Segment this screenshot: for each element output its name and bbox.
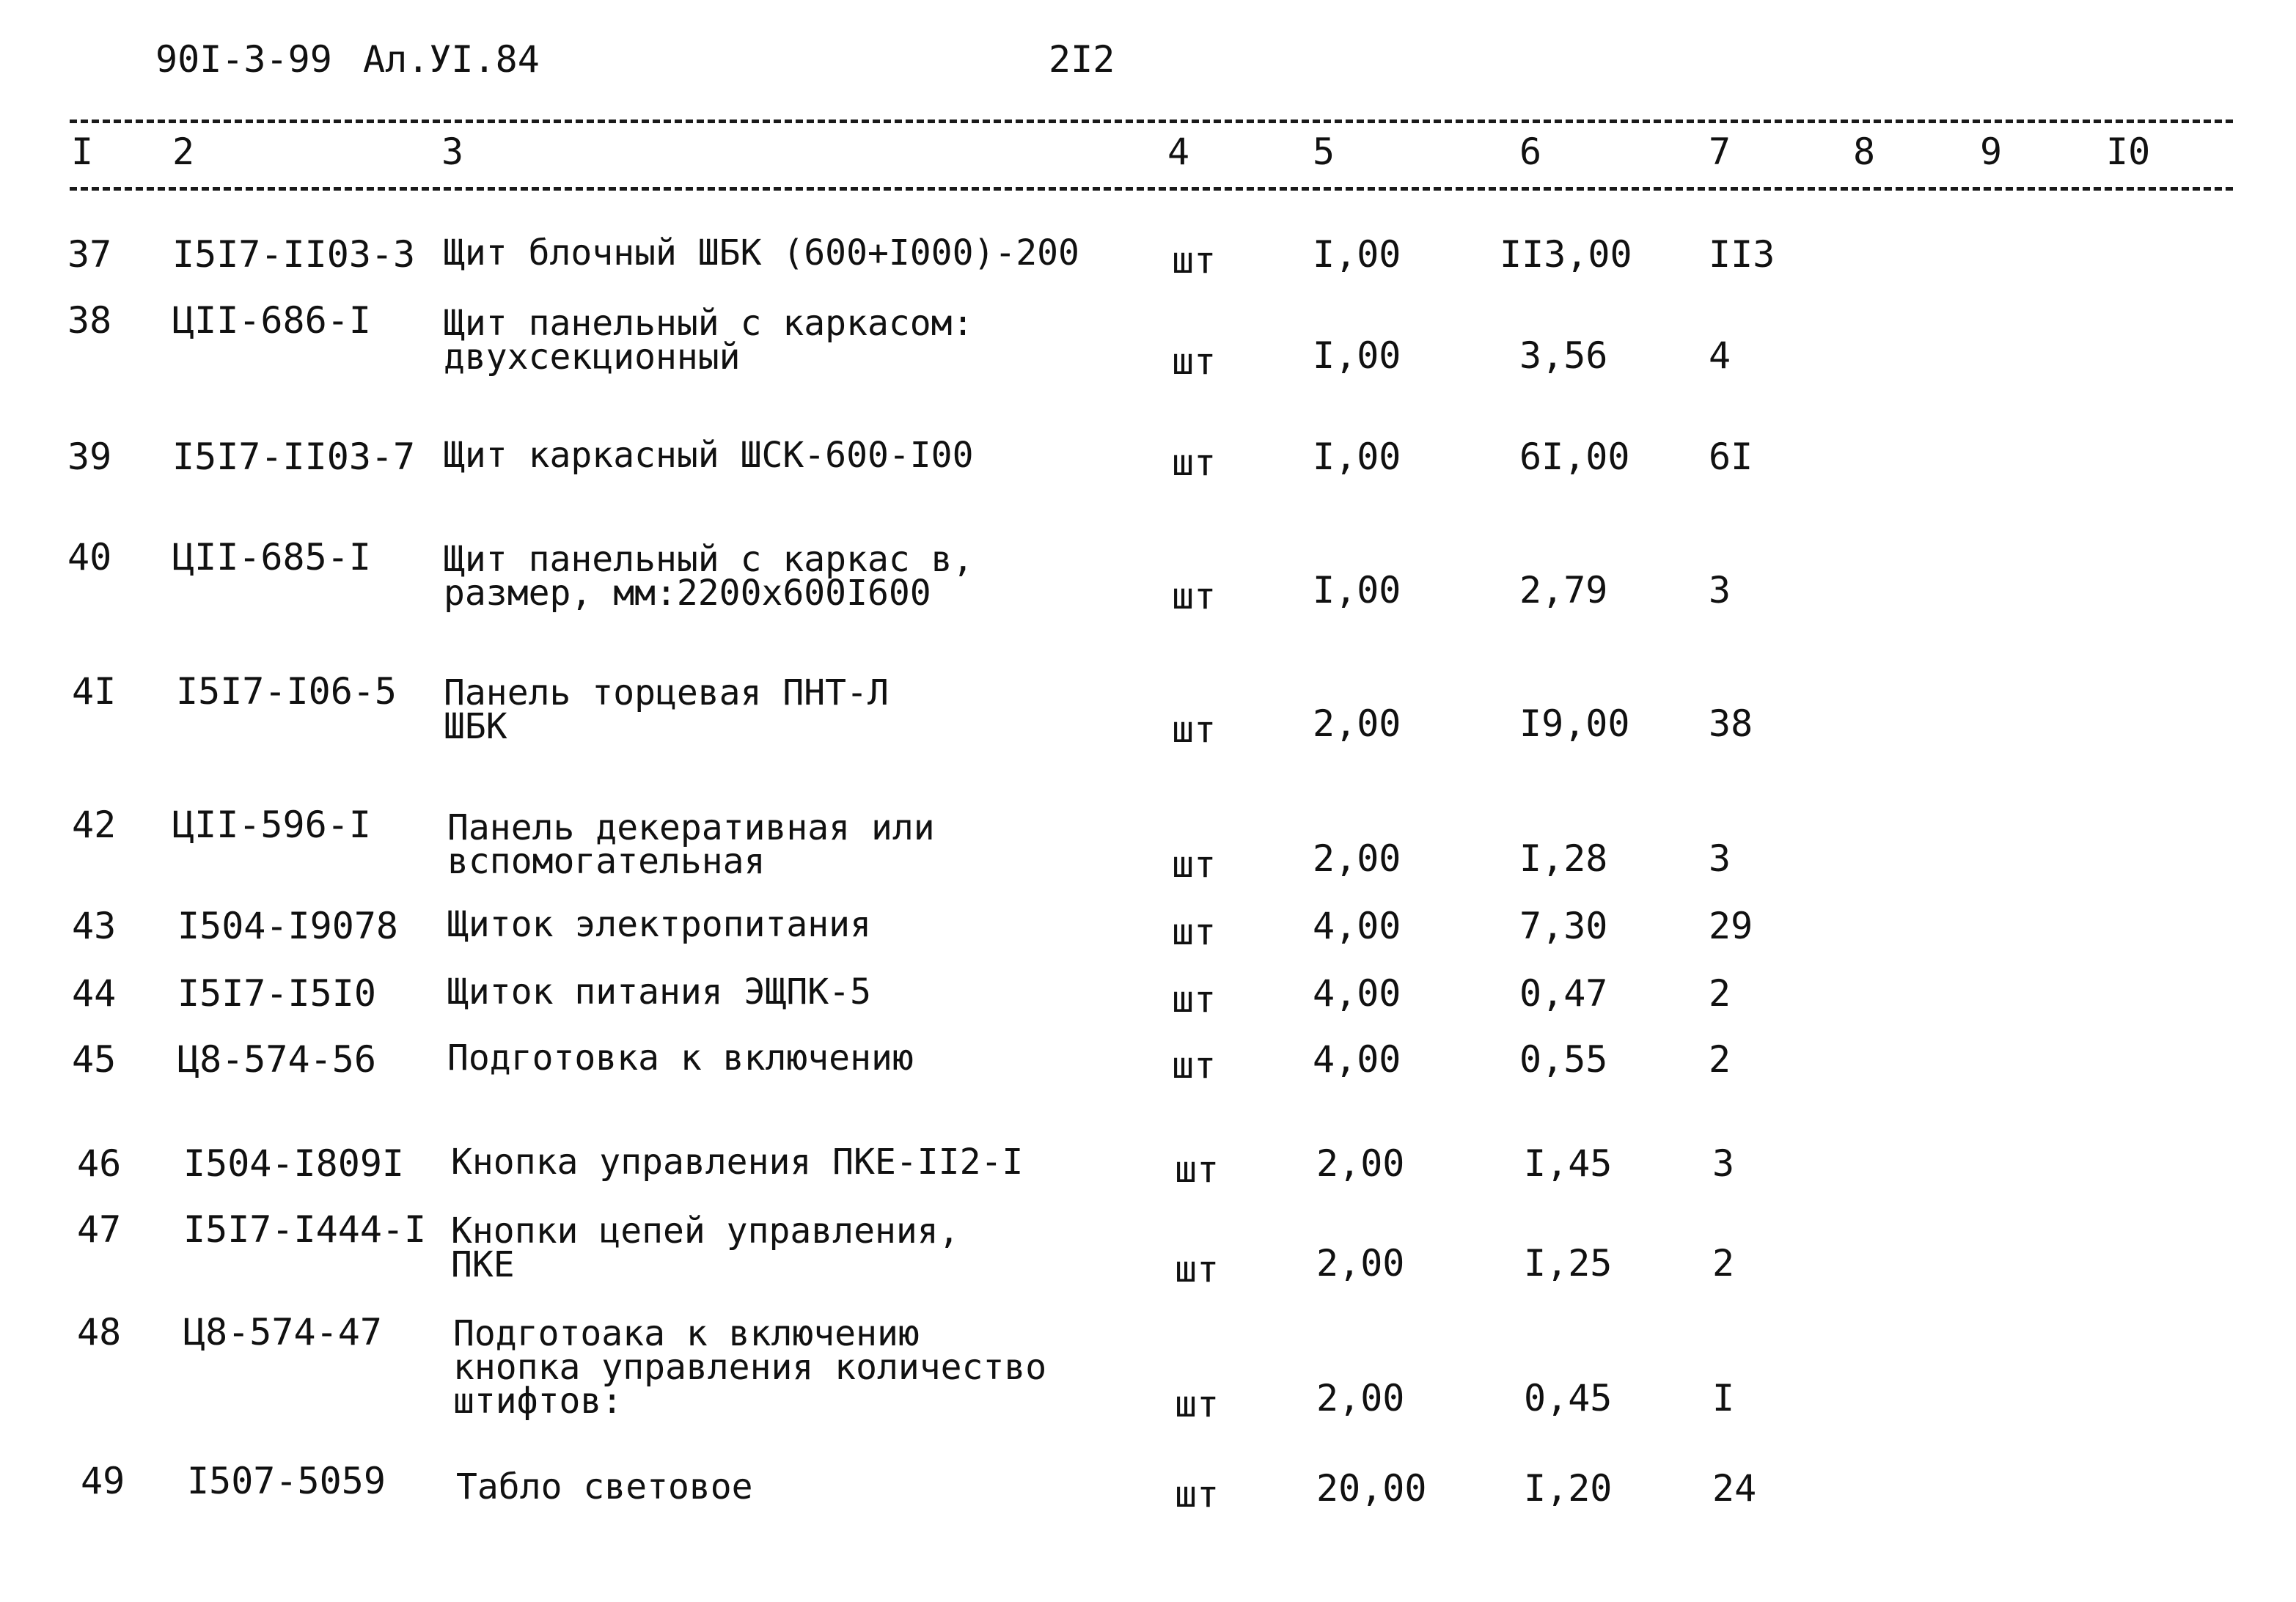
row-price: I,28 xyxy=(1519,837,1608,880)
row-code: I504-I809I xyxy=(183,1142,405,1185)
row-unit: шт xyxy=(1175,1148,1219,1191)
row-price: 0,47 xyxy=(1519,972,1608,1015)
row-unit: шт xyxy=(1172,1044,1217,1087)
row-code: ЦII-685-I xyxy=(172,536,371,578)
row-qty: 20,00 xyxy=(1316,1467,1427,1510)
col-header-9: 9 xyxy=(1980,131,2003,173)
row-qty: 2,00 xyxy=(1316,1142,1405,1185)
row-name: Панель декеративная или вспомогательная xyxy=(447,807,935,882)
row-code: ЦII-686-I xyxy=(172,299,371,342)
row-total: 29 xyxy=(1709,905,1753,947)
row-code: Ц8-574-56 xyxy=(177,1038,376,1081)
row-code: I5I7-II03-3 xyxy=(172,233,416,276)
row-unit: шт xyxy=(1172,441,1217,484)
row-price: I,25 xyxy=(1524,1242,1613,1285)
row-qty: 2,00 xyxy=(1316,1242,1405,1285)
col-header-10: I0 xyxy=(2106,131,2151,173)
col-header-6: 6 xyxy=(1519,131,1542,173)
row-price: 6I,00 xyxy=(1519,436,1630,478)
row-total: 3 xyxy=(1709,837,1731,880)
row-code: I5I7-I444-I xyxy=(183,1208,427,1251)
col-header-7: 7 xyxy=(1709,131,1731,173)
header-rule xyxy=(70,187,2233,191)
row-qty: 4,00 xyxy=(1313,972,1401,1015)
row-number: 40 xyxy=(67,536,112,578)
row-code: I5I7-I5I0 xyxy=(177,972,376,1015)
row-qty: I,00 xyxy=(1313,436,1401,478)
row-price: II3,00 xyxy=(1500,233,1632,276)
col-header-5: 5 xyxy=(1313,131,1335,173)
doc-code: 90I-3-99 xyxy=(155,38,332,81)
top-rule xyxy=(70,120,2233,123)
row-price: 0,55 xyxy=(1519,1038,1608,1081)
row-qty: I,00 xyxy=(1313,569,1401,611)
row-qty: 4,00 xyxy=(1313,905,1401,947)
row-name: Кнопки цепей управления, ПКЕ xyxy=(451,1210,960,1285)
row-number: 47 xyxy=(77,1208,122,1251)
album-ref: Ал.УI.84 xyxy=(363,38,540,81)
row-total: 38 xyxy=(1709,702,1753,745)
row-qty: 2,00 xyxy=(1313,837,1401,880)
row-unit: шт xyxy=(1172,708,1217,751)
row-code: I5I7-II03-7 xyxy=(172,436,416,478)
row-unit: шт xyxy=(1175,1383,1219,1425)
row-number: 4I xyxy=(72,670,117,713)
row-name: Щит каркасный ШСК-600-I00 xyxy=(444,435,974,476)
col-header-2: 2 xyxy=(172,131,195,173)
row-number: 39 xyxy=(67,436,112,478)
row-total: 2 xyxy=(1709,1038,1731,1081)
row-qty: I,00 xyxy=(1313,233,1401,276)
row-code: I507-5059 xyxy=(187,1460,386,1502)
row-total: 3 xyxy=(1709,569,1731,611)
row-qty: 2,00 xyxy=(1313,702,1401,745)
row-name: Подготоака к включению кнопка управления количество штифтов: xyxy=(453,1313,1047,1422)
col-header-3: 3 xyxy=(441,131,464,173)
row-unit: шт xyxy=(1172,575,1217,617)
row-name: Табло световое xyxy=(456,1466,753,1507)
row-code: I504-I9078 xyxy=(177,905,399,947)
page-number: 2I2 xyxy=(1049,38,1115,81)
row-total: 2 xyxy=(1709,972,1731,1015)
row-number: 46 xyxy=(77,1142,122,1185)
row-total: 3 xyxy=(1712,1142,1735,1185)
row-qty: 2,00 xyxy=(1316,1377,1405,1419)
row-unit: шт xyxy=(1172,911,1217,953)
row-unit: шт xyxy=(1172,978,1217,1021)
row-code: Ц8-574-47 xyxy=(183,1311,382,1353)
row-name: Щиток электропитания xyxy=(447,904,871,945)
row-name: Щиток питания ЭЩПК-5 xyxy=(447,971,871,1013)
row-name: Кнопка управления ПКЕ-II2-I xyxy=(451,1142,1024,1183)
row-number: 37 xyxy=(67,233,112,276)
row-number: 42 xyxy=(72,804,117,846)
row-name: Подготовка к включению xyxy=(447,1037,914,1079)
row-number: 45 xyxy=(72,1038,117,1081)
row-number: 43 xyxy=(72,905,117,947)
row-unit: шт xyxy=(1175,1248,1219,1290)
row-unit: шт xyxy=(1172,340,1217,383)
row-number: 48 xyxy=(77,1311,122,1353)
row-total: 6I xyxy=(1709,436,1753,478)
row-total: II3 xyxy=(1709,233,1775,276)
row-price: 2,79 xyxy=(1519,569,1608,611)
row-price: I,45 xyxy=(1524,1142,1613,1185)
row-unit: шт xyxy=(1172,843,1217,886)
col-header-1: I xyxy=(71,131,94,173)
col-header-8: 8 xyxy=(1853,131,1876,173)
row-total: 4 xyxy=(1709,334,1731,377)
row-total: 2 xyxy=(1712,1242,1735,1285)
row-number: 44 xyxy=(72,972,117,1015)
row-name: Щит панельный с каркасом: двухсекционный xyxy=(444,303,974,378)
row-number: 38 xyxy=(67,299,112,342)
row-name: Щит панельный с каркас в, размер, мм:2200х600I600 xyxy=(444,539,974,614)
row-price: 3,56 xyxy=(1519,334,1608,377)
row-name: Панель торцевая ПНТ-Л ШБК xyxy=(444,672,889,747)
row-code: ЦII-596-I xyxy=(172,804,371,846)
row-price: 7,30 xyxy=(1519,905,1608,947)
row-total: 24 xyxy=(1712,1467,1757,1510)
row-number: 49 xyxy=(81,1460,125,1502)
row-price: 0,45 xyxy=(1524,1377,1613,1419)
row-unit: шт xyxy=(1172,239,1217,282)
row-name: Щит блочный ШБК (600+I000)-200 xyxy=(444,232,1079,273)
row-price: I9,00 xyxy=(1519,702,1630,745)
row-qty: I,00 xyxy=(1313,334,1401,377)
row-unit: шт xyxy=(1175,1473,1219,1515)
row-code: I5I7-I06-5 xyxy=(176,670,397,713)
row-qty: 4,00 xyxy=(1313,1038,1401,1081)
row-price: I,20 xyxy=(1524,1467,1613,1510)
row-total: I xyxy=(1712,1377,1735,1419)
col-header-4: 4 xyxy=(1167,131,1190,173)
